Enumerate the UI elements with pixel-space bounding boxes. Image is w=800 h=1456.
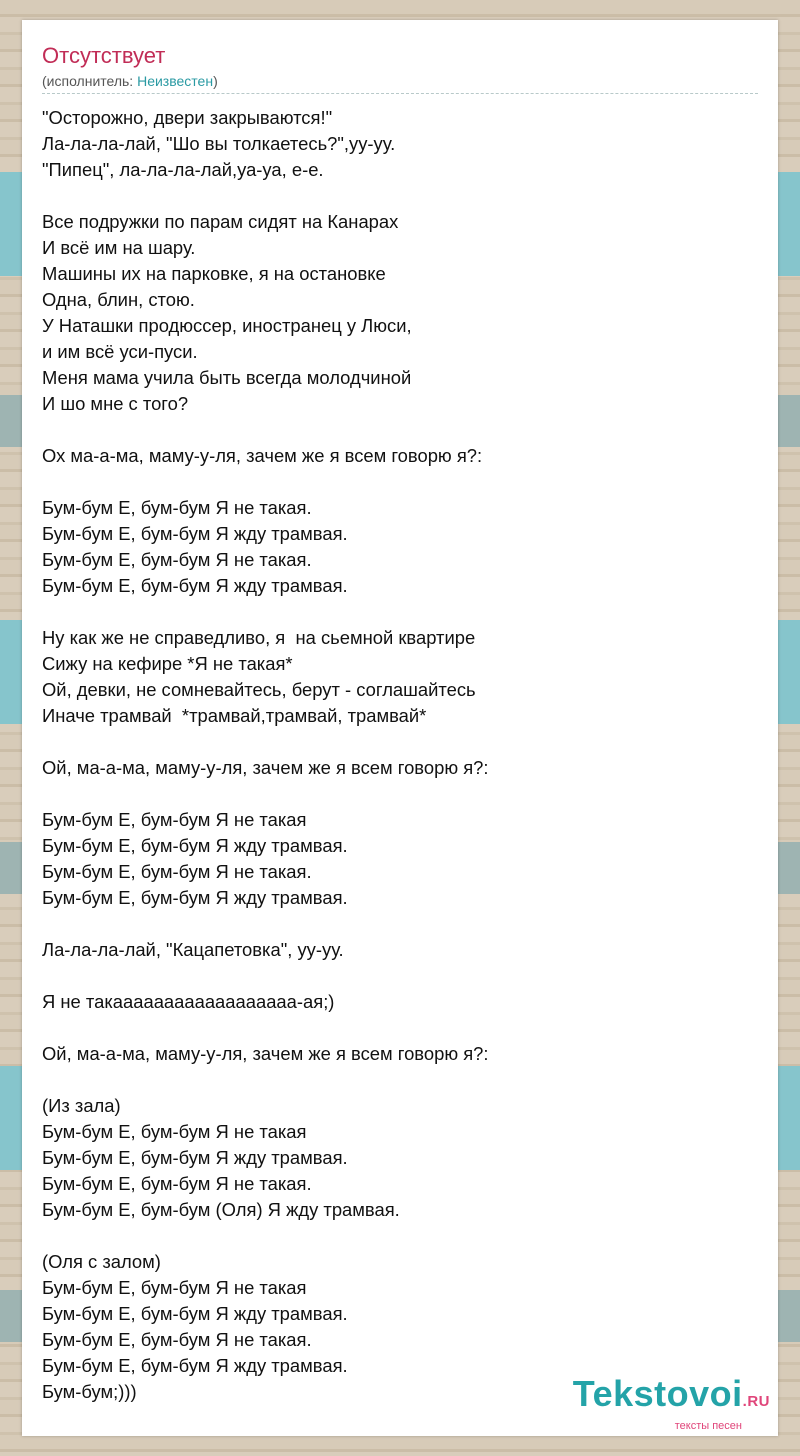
- lyric-line: Бум-бум Е, бум-бум Я жду трамвая.: [42, 835, 348, 856]
- lyric-line: Сижу на кефире *Я не такая*: [42, 653, 293, 674]
- lyric-line: [42, 729, 758, 755]
- lyric-line: Бум-бум Е, бум-бум Я не такая: [42, 1277, 307, 1298]
- lyric-line: Ла-ла-ла-лай, "Кацапетовка", уу-уу.: [42, 939, 344, 960]
- lyric-line: "Пипец", ла-ла-ла-лай,уа-уа, е-е.: [42, 159, 324, 180]
- lyric-line: Ох ма-а-ма, маму-у-ля, зачем же я всем говорю я?:: [42, 445, 483, 466]
- logo-suffix: .RU: [742, 1393, 770, 1410]
- lyric-line: Бум-бум Е, бум-бум Я не такая.: [42, 497, 312, 518]
- lyric-line: Ой, ма-а-ма, маму-у-ля, зачем же я всем говорю я?:: [42, 1043, 489, 1064]
- divider: [42, 93, 758, 94]
- lyric-line: [42, 1223, 758, 1249]
- lyric-line: Бум-бум Е, бум-бум Я жду трамвая.: [42, 1355, 348, 1376]
- logo-tagline: тексты песен: [674, 1420, 742, 1432]
- lyric-line: [42, 911, 758, 937]
- lyric-line: Бум-бум;))): [42, 1381, 137, 1402]
- lyric-line: [42, 963, 758, 989]
- lyric-line: Бум-бум Е, бум-бум Я жду трамвая.: [42, 575, 348, 596]
- lyric-line: Бум-бум Е, бум-бум Я не такая: [42, 809, 307, 830]
- lyric-line: Ой, ма-а-ма, маму-у-ля, зачем же я всем говорю я?:: [42, 757, 489, 778]
- lyric-line: И шо мне с того?: [42, 393, 189, 414]
- lyric-line: [42, 1015, 758, 1041]
- lyric-line: Машины их на парковке, я на остановке: [42, 263, 386, 284]
- lyrics-text: [42, 105, 758, 1405]
- lyric-line: Иначе трамвай *трамвай,трамвай, трамвай*: [42, 705, 427, 726]
- lyric-line: Бум-бум Е, бум-бум Я жду трамвая.: [42, 1303, 348, 1324]
- lyric-line: Ну как же не справедливо, я на сьемной квартире: [42, 627, 476, 648]
- artist-prefix: (исполнитель:: [42, 73, 138, 89]
- lyric-line: [42, 469, 758, 495]
- lyric-line: Бум-бум Е, бум-бум (Оля) Я жду трамвая.: [42, 1199, 400, 1220]
- lyric-line: и им всё уси-пуси.: [42, 341, 198, 362]
- artist-link[interactable]: Неизвестен: [137, 73, 214, 89]
- lyric-line: Бум-бум Е, бум-бум Я жду трамвая.: [42, 523, 348, 544]
- lyric-line: Меня мама учила быть всегда молодчиной: [42, 367, 412, 388]
- logo-main-text: Tekstovoi: [572, 1373, 743, 1414]
- site-logo[interactable]: [572, 1373, 770, 1432]
- lyric-line: [42, 1067, 758, 1093]
- lyric-line: [42, 417, 758, 443]
- lyric-line: Бум-бум Е, бум-бум Я не такая.: [42, 549, 312, 570]
- lyric-line: (Из зала): [42, 1095, 121, 1116]
- lyric-line: Бум-бум Е, бум-бум Я не такая.: [42, 1173, 312, 1194]
- lyric-line: Бум-бум Е, бум-бум Я не такая: [42, 1121, 307, 1142]
- lyric-line: Ой, девки, не сомневайтесь, берут - соглашайтесь: [42, 679, 476, 700]
- lyric-line: Бум-бум Е, бум-бум Я жду трамвая.: [42, 1147, 348, 1168]
- artist-suffix: ): [213, 73, 218, 89]
- lyric-line: (Оля с залом): [42, 1251, 161, 1272]
- lyric-line: [42, 599, 758, 625]
- lyric-line: Бум-бум Е, бум-бум Я жду трамвая.: [42, 887, 348, 908]
- lyric-line: [42, 781, 758, 807]
- artist-line: [42, 72, 218, 90]
- lyric-line: И всё им на шару.: [42, 237, 196, 258]
- song-title: Отсутствует: [42, 43, 166, 68]
- lyric-line: Бум-бум Е, бум-бум Я не такая.: [42, 861, 312, 882]
- lyric-line: Я не такаааааааааааааааааа-ая;): [42, 991, 335, 1012]
- lyric-line: У Наташки продюссер, иностранец у Люси,: [42, 315, 412, 336]
- lyric-line: Одна, блин, стою.: [42, 289, 195, 310]
- lyric-line: Все подружки по парам сидят на Канарах: [42, 211, 399, 232]
- lyrics-card: [22, 20, 778, 1436]
- lyric-line: Ла-ла-ла-лай, "Шо вы толкаетесь?",уу-уу.: [42, 133, 396, 154]
- lyric-line: Бум-бум Е, бум-бум Я не такая.: [42, 1329, 312, 1350]
- lyric-line: "Осторожно, двери закрываются!": [42, 107, 333, 128]
- lyric-line: [42, 183, 758, 209]
